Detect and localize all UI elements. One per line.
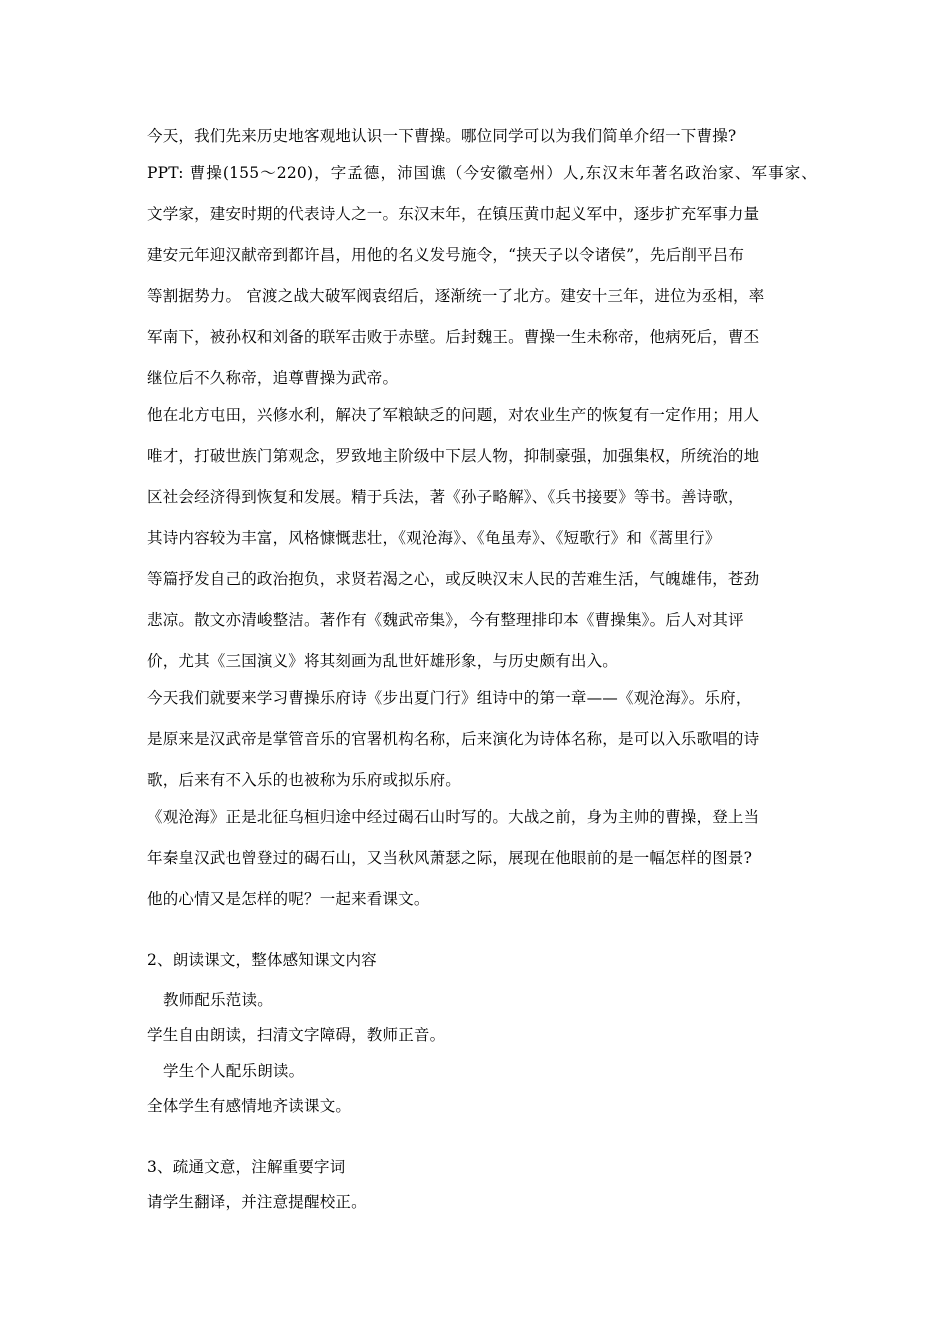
paragraph-line: 建安元年迎汉献帝到都许昌，用他的名义发号施令，“挟天子以令诸侯”，先后削平吕布 (147, 246, 745, 264)
paragraph-line: 等篇抒发自己的政治抱负，求贤若渴之心，或反映汉末人民的苦难生活，气魄雄伟，苍劲 (147, 570, 760, 588)
paragraph-line: 他在北方屯田，兴修水利，解决了军粮缺乏的问题，对农业生产的恢复有一定作用；用人 (147, 406, 760, 424)
paragraph-line: 区社会经济得到恢复和发展。精于兵法，著《孙子略解》、《兵书接要》等书。善诗歌， (147, 488, 744, 506)
paragraph-line: 是原来是汉武帝是掌管音乐的官署机构名称，后来演化为诗体名称，是可以入乐歌唱的诗 (147, 730, 760, 748)
paragraph-line: 今天，我们先来历史地客观地认识一下曹操。哪位同学可以为我们简单介绍一下曹操? (147, 127, 737, 145)
paragraph-line: 等割据势力。 官渡之战大破军阀袁绍后，逐渐统一了北方。建安十三年，进位为丞相，率 (147, 287, 765, 305)
paragraph-line: 文学家，建安时期的代表诗人之一。东汉末年，在镇压黄巾起义军中，逐步扩充军事力量 (147, 205, 760, 223)
list-item: 学生自由朗读，扫清文字障碍，教师正音。 (147, 1026, 446, 1044)
paragraph-line: 继位后不久称帝，追尊曹操为武帝。 (147, 369, 399, 387)
paragraph-line: 悲凉。散文亦清峻整洁。著作有《魏武帝集》，今有整理排印本《曹操集》。后人对其评 (147, 611, 744, 629)
paragraph-line: 价，尤其《三国演义》将其刻画为乱世奸雄形象，与历史颇有出入。 (147, 652, 619, 670)
paragraph-line: 《观沧海》正是北征乌桓归途中经过碣石山时写的。大战之前，身为主帅的曹操，登上当 (147, 808, 760, 826)
paragraph-line: 军南下，被孙权和刘备的联军击败于赤壁。后封魏王。曹操一生未称帝，他病死后，曹丕 (147, 328, 760, 346)
paragraph-line: 他的心情又是怎样的呢？一起来看课文。 (147, 890, 430, 908)
paragraph-line: 其诗内容较为丰富，风格慷慨悲壮，《观沧海》、《龟虽寿》、《短歌行》和《蒿里行》 (147, 529, 721, 547)
list-item: 请学生翻译，并注意提醒校正。 (147, 1193, 367, 1211)
paragraph-line: 年秦皇汉武也曾登过的碣石山，又当秋风萧瑟之际，展现在他眼前的是一幅怎样的图景? (147, 849, 753, 867)
paragraph-line: 歌，后来有不入乐的也被称为乐府或拟乐府。 (147, 771, 462, 789)
list-item: 教师配乐范读。 (163, 991, 273, 1009)
list-item: 学生个人配乐朗读。 (163, 1062, 305, 1080)
paragraph-line: PPT: 曹操(155～220)，字孟德，沛国谯（今安徽亳州）人,东汉末年著名政治家、军事家、 (147, 164, 817, 182)
paragraph-line: 今天我们就要来学习曹操乐府诗《步出夏门行》组诗中的第一章——《观沧海》。乐府， (147, 689, 752, 707)
section-heading: 3、疏通文意，注解重要字词 (147, 1158, 346, 1176)
list-item: 全体学生有感情地齐读课文。 (147, 1097, 352, 1115)
section-heading: 2、朗读课文，整体感知课文内容 (147, 951, 377, 969)
paragraph-line: 唯才，打破世族门第观念，罗致地主阶级中下层人物，抑制豪强，加强集权，所统治的地 (147, 447, 760, 465)
